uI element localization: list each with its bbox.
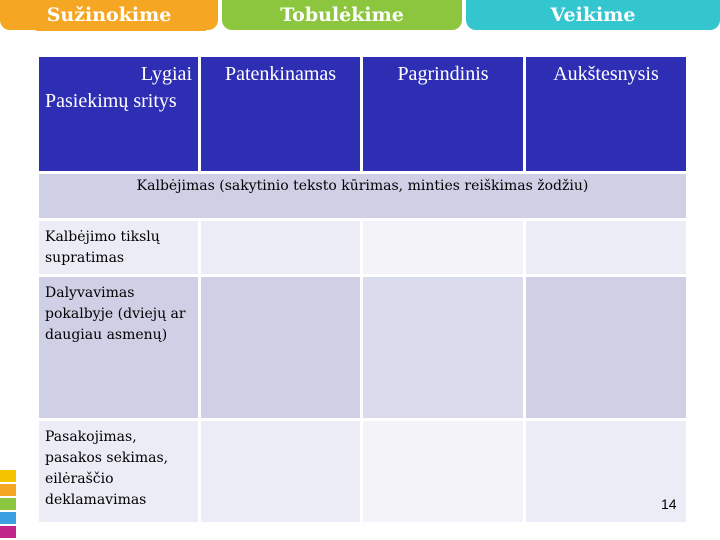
levels-label: Lygiai xyxy=(140,63,192,85)
table-cell[interactable] xyxy=(362,276,525,420)
decor-bar-green xyxy=(0,498,16,510)
table-cell[interactable] xyxy=(200,276,362,420)
table-cell[interactable] xyxy=(200,420,362,524)
achievement-table xyxy=(36,54,689,525)
table-cell[interactable] xyxy=(362,420,525,524)
header-pagrindinis: Pagrindinis xyxy=(362,56,525,173)
decor-bar-yellow xyxy=(0,470,16,482)
row-label: Dalyvavimas pokalbyje (dviejų ar daugiau asmenų) xyxy=(38,276,200,420)
table-row xyxy=(38,220,688,276)
table-cell[interactable] xyxy=(362,220,525,276)
header-patenkinamas: Patenkinamas xyxy=(200,56,362,173)
decor-bar-blue xyxy=(0,512,16,524)
decor-bar-magenta xyxy=(0,526,16,538)
table-row xyxy=(38,276,688,420)
table-header-row xyxy=(38,56,688,173)
area-label: Pasiekimų sritys xyxy=(45,90,177,112)
page-number: 14 xyxy=(661,496,677,512)
tab-underline xyxy=(36,29,206,31)
tab-veikime[interactable] xyxy=(466,0,720,30)
section-row xyxy=(38,173,688,220)
tab-suzinokime[interactable] xyxy=(0,0,218,30)
table-row xyxy=(38,420,688,524)
table-cell[interactable] xyxy=(525,276,688,420)
tab-tobulekime-label: Tobulėkime xyxy=(280,4,404,26)
tab-suzinokime-label: Sužinokime xyxy=(46,4,172,26)
row-label: Kalbėjimo tikslų supratimas xyxy=(38,220,200,276)
decor-bar-orange xyxy=(0,484,16,496)
header-corner-cell xyxy=(38,56,200,173)
tab-tobulekime[interactable] xyxy=(222,0,462,30)
row-label: Pasakojimas, pasakos sekimas, eilėraščio deklamavimas xyxy=(38,420,200,524)
section-title: Kalbėjimas (sakytinio teksto kūrimas, minties reiškimas žodžiu) xyxy=(38,173,688,220)
table-cell[interactable] xyxy=(200,220,362,276)
header-aukstesnysis: Aukštesnysis xyxy=(525,56,688,173)
table-cell[interactable] xyxy=(525,220,688,276)
tab-veikime-label: Veikime xyxy=(550,4,636,26)
